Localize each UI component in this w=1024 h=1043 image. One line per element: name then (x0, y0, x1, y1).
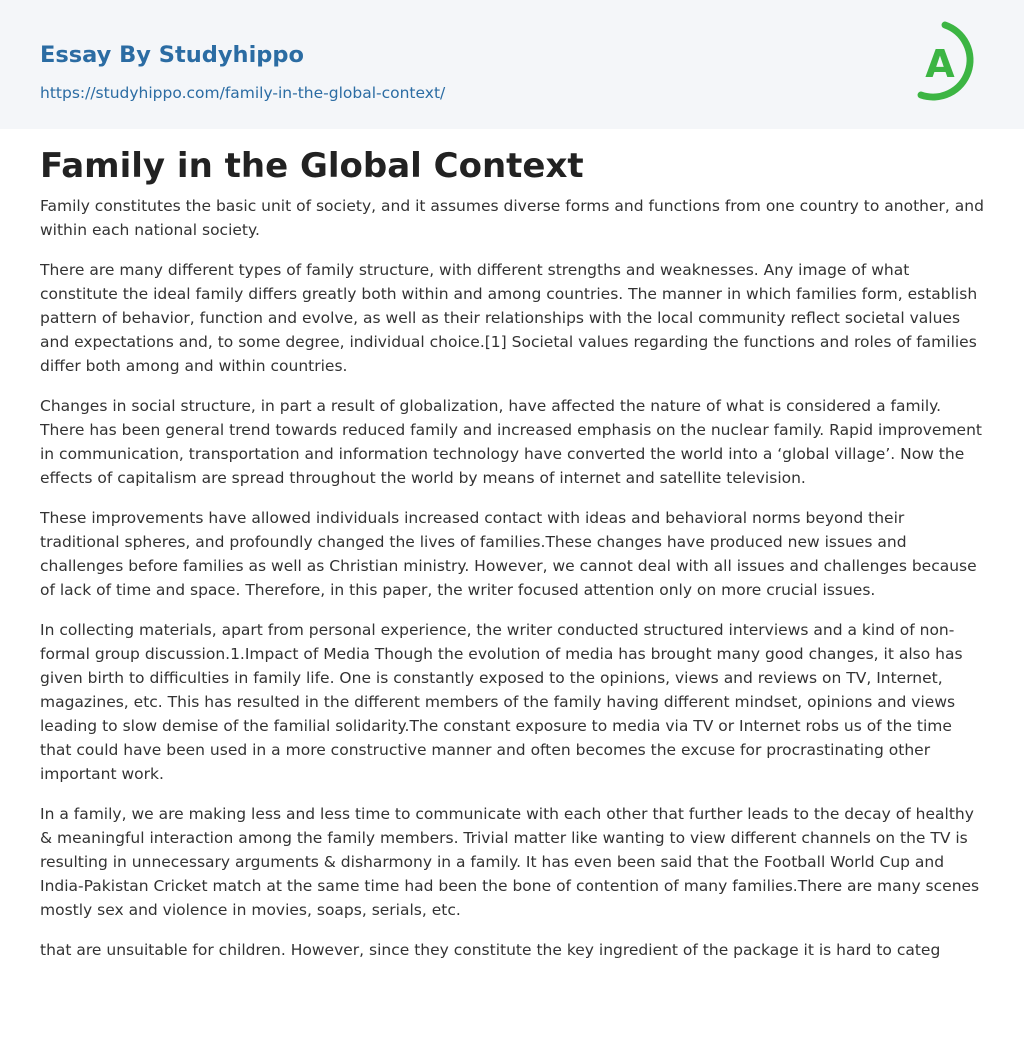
essay-paragraph-truncated: that are unsuitable for children. However, since they constitute the key ingredient of the package it is hard to categ (40, 941, 941, 959)
site-brand[interactable]: Essay By Studyhippo (40, 42, 304, 68)
essay-paragraph: These improvements have allowed individuals increased contact with ideas and behavioral norms beyond their traditional spheres, and profoundly changed the lives of families.These changes have produced new issues and challenges before families as well as Christian ministry. However, we cannot deal with all issues and challenges because of lack of time and space. Therefore, in this paper, the writer focused attention only on more crucial issues. (40, 509, 977, 599)
essay-body (40, 194, 984, 1043)
essay-url-link[interactable]: https://studyhippo.com/family-in-the-global-context/ (40, 84, 446, 102)
essay-paragraph: There are many different types of family structure, with different strengths and weaknesses. Any image of what constitute the ideal family differs greatly both within and among countries. The manner in which families form, establish pattern of behavior, function and evolve, as well as their relationships with the local community reflect societal values and expectations and, to some degree, individual choice.[1] Societal values regarding the functions and roles of families differ both among and within countries. (40, 261, 978, 375)
essay-paragraph: Changes in social structure, in part a result of globalization, have affected the nature of what is considered a family. There has been general trend towards reduced family and increased emphasis on the nuclear family. Rapid improvement in communication, transportation and information technology have converted the world into a ‘global village’. Now the effects of capitalism are spread throughout the world by means of internet and satellite television. (40, 397, 982, 487)
essay-paragraph: In collecting materials, apart from personal experience, the writer conducted structured interviews and a kind of non-formal group discussion.1.Impact of Media Though the evolution of media has brought many good changes, it also has given birth to difficulties in family life. One is constantly exposed to the opinions, views and reviews on TV, Internet, magazines, etc. This has resulted in the different members of the family having different mindset, opinions and views leading to slow demise of the familial solidarity.The constant exposure to media via TV or Internet robs us of the time that could have been used in a more constructive manner and often becomes the excuse for procrastinating other important work. (40, 621, 963, 783)
essay-title: Family in the Global Context (40, 146, 584, 186)
essay-paragraph: In a family, we are making less and less time to communicate with each other that further leads to the decay of healthy & meaningful interaction among the family members. Trivial matter like wanting to view different channels on the TV is resulting in unnecessary arguments & disharmony in a family. It has even been said that the Football World Cup and India-Pakistan Cricket match at the same time had been the bone of contention of many families.There are many scenes mostly sex and violence in movies, soaps, serials, etc. (40, 805, 980, 919)
logo-letter: A (925, 42, 955, 86)
essay-paragraph: Family constitutes the basic unit of society, and it assumes diverse forms and functions from one country to another, and within each national society. (40, 197, 984, 239)
studyhippo-logo-icon[interactable] (912, 19, 986, 105)
site-header (0, 0, 1024, 129)
